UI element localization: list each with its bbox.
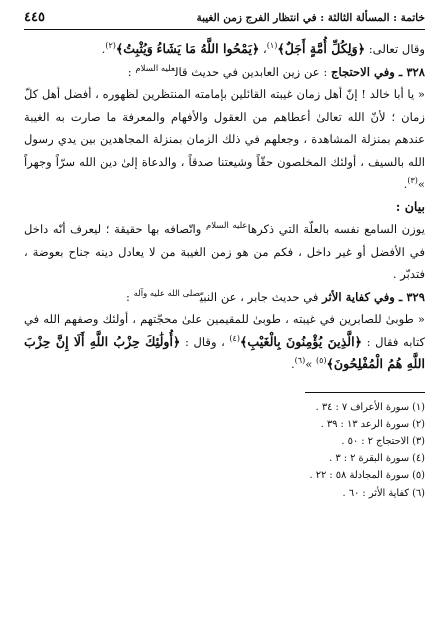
hadith-number: ٣٢٩ ـ وفي كفاية الأثر xyxy=(322,289,425,304)
footnote-ref[interactable]: (٥) xyxy=(315,356,327,366)
text-run: » xyxy=(305,357,316,371)
text-run: في حديث جابر ، عن النبيّ xyxy=(199,289,323,304)
page-number: ٤٤٥ xyxy=(24,10,45,25)
honorific-glyph: عليه السلام xyxy=(205,221,248,232)
footnote-ref[interactable]: (٢) xyxy=(105,41,116,51)
text-run: . xyxy=(101,42,106,56)
text-run: ، xyxy=(259,42,267,56)
text-run: « طوبىٰ للصابرين في غيبته ، طوبىٰ للمقيمين علىٰ محجّتهم ، أولئك وصفهم الله في كتابه فقال : xyxy=(24,312,425,349)
quran-quote: ﴿الَّذِينَ يُؤْمِنُونَ بِالْغَيْبِ﴾ xyxy=(239,333,363,349)
main-text xyxy=(24,38,425,376)
hadith-number: ٣٢٨ ـ وفي الاحتجاج xyxy=(331,64,425,79)
verse-paragraph xyxy=(24,38,425,61)
footnote-ref[interactable]: (٣) xyxy=(407,176,418,186)
footnote-item: (٤) سورة البقرة ٢ : ٣ . xyxy=(329,453,425,465)
bayan-text xyxy=(24,218,425,286)
footnote-ref[interactable]: (٤) xyxy=(229,333,240,343)
text-run: : xyxy=(127,64,136,79)
text-run: . xyxy=(290,357,295,371)
footnotes xyxy=(24,399,425,502)
text-run: واتّصافه بها حقيقة ؛ ليعرف أنّه داخل في الأفضل أو غير داخل ، فكم من هو زمن الغيبة من لا يعادل دينه جناح بعوضة ، فتدبّر . xyxy=(24,222,425,281)
text-run: : عن زين العابدين في حديث قال xyxy=(174,64,331,79)
quran-quote: ﴿يَمْحُوا اللَّهُ مَا يَشَاءُ xyxy=(156,41,260,56)
quran-quote: ﴿أُولَٰئِكَ حِزْبُ اللَّهِ أَلَا إِنَّ حِزْبَ اللَّهِ هُمُ الْمُفْلِحُونَ﴾ xyxy=(24,333,425,371)
hadith-329-text xyxy=(24,308,425,376)
text-run: يوزن السامع نفسه بالعلّة التي ذكرها xyxy=(247,222,425,236)
honorific-glyph: عليه السلام xyxy=(135,63,175,74)
running-header xyxy=(24,10,425,30)
text-run: ، وقال : xyxy=(180,334,230,349)
hadith-329-heading xyxy=(24,286,425,309)
text-run: وقال تعالى: xyxy=(365,42,425,56)
text-run: « يا أبا خالد ! إنّ أهل زمان غيبته القائلين بإمامته المنتظرين لظهوره ، أفضل أهل كلّ زمان ؛ لأنّ الله تعالىٰ أعطاهم من العقول والأفهام والمعرفة ما صارت به الغيبة عندهم بمنزلة المشاهدة ، وجعلهم في ذلك الزمان بمنزلة المجاهدين بين يدي رسول الله بالسيف ، أولئك المخلصون حقّاً وشيعتنا صدقاً ، والدعاة إلىٰ دين الله سرّاً وجهراً » xyxy=(24,87,425,191)
quran-quote: ﴿وَلِكُلِّ أُمَّةٍ أَجَلٌ﴾ xyxy=(277,41,366,56)
footnote-ref[interactable]: (٦) xyxy=(294,356,306,366)
footnote-item: (٢) سورة الرعد ١٣ : ٣٩ . xyxy=(320,418,425,430)
hadith-328-text xyxy=(24,83,425,196)
footnote-divider xyxy=(305,392,425,393)
bayan-heading: بيان : xyxy=(395,198,425,214)
hadith-328-heading xyxy=(24,61,425,84)
running-title: خاتمة : المسألة الثالثة : في انتظار الفرج زمن الغيبة xyxy=(196,12,425,24)
quran-quote: وَيُثْبِتُ﴾ xyxy=(115,41,153,56)
text-run: . xyxy=(403,177,408,191)
honorific-glyph: صلى الله عليه وآله xyxy=(133,288,200,299)
footnote-ref[interactable]: (١) xyxy=(266,41,278,51)
footnote-item: (١) سورة الأعراف ٧ : ٣٤ . xyxy=(315,401,425,413)
footnote-item: (٥) سورة المجادلة ٥٨ : ٢٢ . xyxy=(309,470,425,482)
footnote-item: (٣) الاحتجاج ٢ : ٥٠ . xyxy=(341,435,425,447)
text-run: : xyxy=(125,289,134,304)
footnote-item: (٦) كفاية الأثر : ٦٠ . xyxy=(342,487,425,499)
